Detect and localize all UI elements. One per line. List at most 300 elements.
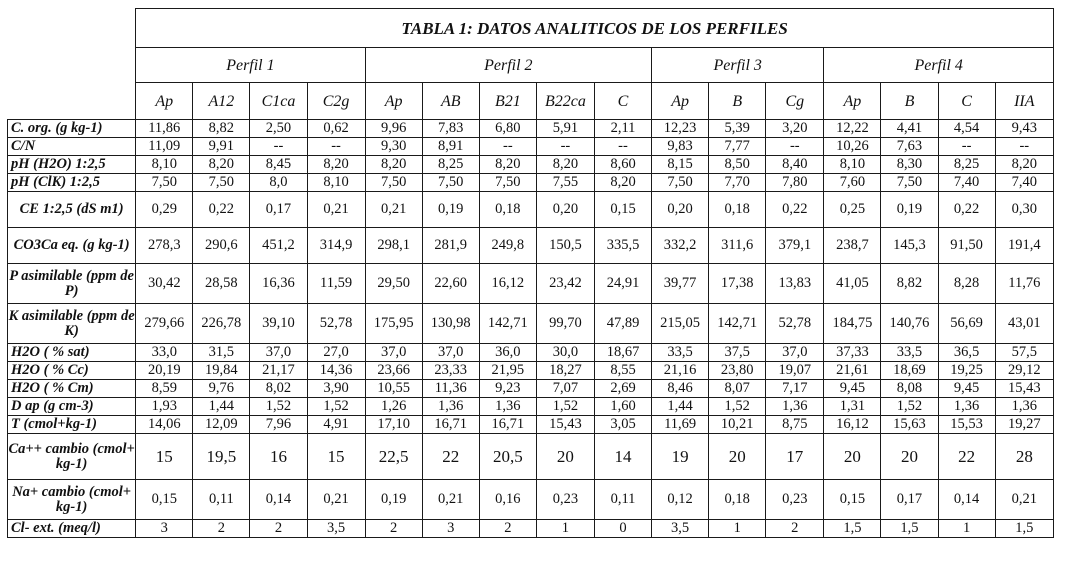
horizon-header: IIA <box>995 83 1053 120</box>
table-cell: 8,10 <box>136 156 193 174</box>
table-cell: 36,5 <box>938 344 995 362</box>
table-cell: 8,20 <box>307 156 365 174</box>
table-cell: 7,77 <box>709 138 766 156</box>
table-cell: 18,27 <box>536 362 594 380</box>
table-cell: 8,20 <box>479 156 536 174</box>
horizon-header: C2g <box>307 83 365 120</box>
table-cell: 16,36 <box>250 264 307 304</box>
table-cell: 7,96 <box>250 416 307 434</box>
table-cell: 37,33 <box>824 344 881 362</box>
table-cell: 0,22 <box>193 192 250 228</box>
table-cell: 130,98 <box>422 304 479 344</box>
table-cell: 142,71 <box>479 304 536 344</box>
table-cell: 0 <box>594 520 651 538</box>
table-cell: 37,0 <box>422 344 479 362</box>
table-cell: 4,91 <box>307 416 365 434</box>
table-cell: 14,06 <box>136 416 193 434</box>
table-cell: 8,07 <box>709 380 766 398</box>
table-cell: 39,10 <box>250 304 307 344</box>
table-cell: 43,01 <box>995 304 1053 344</box>
table-cell: 9,83 <box>652 138 709 156</box>
table-cell: 1 <box>709 520 766 538</box>
horizon-header: B <box>881 83 938 120</box>
table-row <box>8 120 1054 138</box>
table-cell: 0,15 <box>824 480 881 520</box>
table-cell: 8,28 <box>938 264 995 304</box>
horizon-header: B22ca <box>536 83 594 120</box>
table-cell: 0,18 <box>709 480 766 520</box>
table-cell: 332,2 <box>652 228 709 264</box>
table-cell: 145,3 <box>881 228 938 264</box>
table-cell: 1 <box>536 520 594 538</box>
table-cell: 17,38 <box>709 264 766 304</box>
table-cell: 0,62 <box>307 120 365 138</box>
horizon-header: AB <box>422 83 479 120</box>
horizon-header: C <box>594 83 651 120</box>
table-cell: 335,5 <box>594 228 651 264</box>
table-cell: 8,50 <box>709 156 766 174</box>
table-cell: 191,4 <box>995 228 1053 264</box>
table-cell: 15,43 <box>995 380 1053 398</box>
table-cell: 0,23 <box>766 480 824 520</box>
table-cell: 142,71 <box>709 304 766 344</box>
table-cell: 21,61 <box>824 362 881 380</box>
table-cell: 2,50 <box>250 120 307 138</box>
table-cell: 8,20 <box>594 174 651 192</box>
table-cell: 1,52 <box>250 398 307 416</box>
table-cell: 23,42 <box>536 264 594 304</box>
table-cell: 22 <box>422 434 479 480</box>
row-label: H2O ( % sat) <box>8 344 136 362</box>
table-row <box>8 138 1054 156</box>
table-row <box>8 264 1054 304</box>
table-cell: 0,17 <box>250 192 307 228</box>
table-cell: 8,25 <box>938 156 995 174</box>
table-cell: 1,52 <box>536 398 594 416</box>
table-cell: 37,5 <box>709 344 766 362</box>
table-cell: 7,40 <box>995 174 1053 192</box>
table-cell: 13,83 <box>766 264 824 304</box>
table-cell: 0,21 <box>365 192 422 228</box>
table-cell: 2,69 <box>594 380 651 398</box>
table-cell: 15,53 <box>938 416 995 434</box>
table-cell: 20 <box>824 434 881 480</box>
table-cell: 8,20 <box>995 156 1053 174</box>
table-cell: 8,40 <box>766 156 824 174</box>
table-cell: 7,80 <box>766 174 824 192</box>
row-label: C. org. (g kg-1) <box>8 120 136 138</box>
table-cell: 52,78 <box>766 304 824 344</box>
table-cell: 20 <box>709 434 766 480</box>
table-cell: 7,50 <box>652 174 709 192</box>
table-cell: 0,18 <box>479 192 536 228</box>
table-cell: 1,5 <box>995 520 1053 538</box>
table-cell: 3,20 <box>766 120 824 138</box>
table-cell: 19,84 <box>193 362 250 380</box>
row-label: P asimilable (ppm de P) <box>8 264 136 304</box>
table-cell: 238,7 <box>824 228 881 264</box>
profile-header: Perfil 4 <box>824 48 1054 83</box>
table-cell: 31,5 <box>193 344 250 362</box>
table-row <box>8 398 1054 416</box>
table-wrapper <box>7 8 1054 538</box>
table-cell: 1,5 <box>824 520 881 538</box>
row-label: H2O ( % Cc) <box>8 362 136 380</box>
table-cell: 3,5 <box>652 520 709 538</box>
row-label: pH (H2O) 1:2,5 <box>8 156 136 174</box>
table-cell: 1,36 <box>422 398 479 416</box>
table-cell: 451,2 <box>250 228 307 264</box>
table-cell: 2 <box>479 520 536 538</box>
table-cell: 1,44 <box>652 398 709 416</box>
table-cell: 0,15 <box>136 480 193 520</box>
table-cell: -- <box>594 138 651 156</box>
table-cell: 0,20 <box>652 192 709 228</box>
row-label: D ap (g cm-3) <box>8 398 136 416</box>
table-cell: 2 <box>766 520 824 538</box>
table-cell: 9,91 <box>193 138 250 156</box>
table-cell: -- <box>938 138 995 156</box>
table-cell: 14,36 <box>307 362 365 380</box>
table-cell: 19,27 <box>995 416 1053 434</box>
table-cell: 27,0 <box>307 344 365 362</box>
table-cell: 1,36 <box>995 398 1053 416</box>
table-cell: 15 <box>307 434 365 480</box>
table-cell: 33,5 <box>652 344 709 362</box>
table-cell: 0,21 <box>995 480 1053 520</box>
table-cell: 140,76 <box>881 304 938 344</box>
table-cell: 33,0 <box>136 344 193 362</box>
table-cell: 3 <box>136 520 193 538</box>
table-cell: 11,69 <box>652 416 709 434</box>
table-cell: 9,76 <box>193 380 250 398</box>
table-cell: 175,95 <box>365 304 422 344</box>
table-cell: 0,14 <box>938 480 995 520</box>
table-cell: 10,55 <box>365 380 422 398</box>
table-cell: 7,50 <box>422 174 479 192</box>
table-cell: 278,3 <box>136 228 193 264</box>
table-cell: 279,66 <box>136 304 193 344</box>
corner-blank <box>8 83 136 120</box>
table-cell: 7,50 <box>193 174 250 192</box>
horizon-header: Ap <box>136 83 193 120</box>
table-cell: 281,9 <box>422 228 479 264</box>
horizon-header: Cg <box>766 83 824 120</box>
table-cell: 29,12 <box>995 362 1053 380</box>
row-label: CO3Ca eq. (g kg-1) <box>8 228 136 264</box>
table-cell: 184,75 <box>824 304 881 344</box>
table-cell: 16,12 <box>824 416 881 434</box>
table-cell: 314,9 <box>307 228 365 264</box>
table-cell: 7,83 <box>422 120 479 138</box>
table-cell: 1,52 <box>881 398 938 416</box>
table-row <box>8 520 1054 538</box>
table-cell: 7,50 <box>136 174 193 192</box>
table-cell: 30,42 <box>136 264 193 304</box>
table-cell: 0,22 <box>938 192 995 228</box>
table-cell: 20,19 <box>136 362 193 380</box>
table-cell: 1,5 <box>881 520 938 538</box>
table-title: TABLA 1: DATOS ANALITICOS DE LOS PERFILES <box>136 9 1054 48</box>
table-cell: 3,5 <box>307 520 365 538</box>
table-cell: 12,23 <box>652 120 709 138</box>
table-cell: 7,70 <box>709 174 766 192</box>
table-cell: 4,41 <box>881 120 938 138</box>
table-cell: 8,30 <box>881 156 938 174</box>
table-cell: 0,18 <box>709 192 766 228</box>
table-cell: -- <box>536 138 594 156</box>
table-row <box>8 304 1054 344</box>
corner-blank <box>8 9 136 48</box>
table-row <box>8 228 1054 264</box>
table-cell: 0,16 <box>479 480 536 520</box>
table-cell: 12,22 <box>824 120 881 138</box>
table-cell: -- <box>766 138 824 156</box>
table-cell: 7,07 <box>536 380 594 398</box>
row-label: C/N <box>8 138 136 156</box>
table-cell: -- <box>479 138 536 156</box>
table-cell: 2 <box>193 520 250 538</box>
table-cell: 21,17 <box>250 362 307 380</box>
table-cell: 19,25 <box>938 362 995 380</box>
table-cell: 8,82 <box>193 120 250 138</box>
table-cell: 18,69 <box>881 362 938 380</box>
table-cell: 15,63 <box>881 416 938 434</box>
horizon-header: B <box>709 83 766 120</box>
table-cell: 0,21 <box>422 480 479 520</box>
row-label: Cl- ext. (meq/l) <box>8 520 136 538</box>
row-label: Na+ cambio (cmol+ kg-1) <box>8 480 136 520</box>
table-cell: 215,05 <box>652 304 709 344</box>
table-cell: 3,05 <box>594 416 651 434</box>
table-cell: 8,10 <box>824 156 881 174</box>
table-cell: 33,5 <box>881 344 938 362</box>
row-label: Ca++ cambio (cmol+ kg-1) <box>8 434 136 480</box>
table-cell: 16 <box>250 434 307 480</box>
table-cell: 1,36 <box>479 398 536 416</box>
table-cell: 19,5 <box>193 434 250 480</box>
table-cell: -- <box>307 138 365 156</box>
table-cell: 36,0 <box>479 344 536 362</box>
table-cell: 7,40 <box>938 174 995 192</box>
table-cell: 15,43 <box>536 416 594 434</box>
table-cell: 91,50 <box>938 228 995 264</box>
table-cell: 298,1 <box>365 228 422 264</box>
table-cell: 8,59 <box>136 380 193 398</box>
table-cell: 10,21 <box>709 416 766 434</box>
table-cell: 30,0 <box>536 344 594 362</box>
table-cell: 20 <box>536 434 594 480</box>
table-cell: 20 <box>881 434 938 480</box>
table-cell: 8,02 <box>250 380 307 398</box>
table-cell: 8,91 <box>422 138 479 156</box>
profile-header: Perfil 2 <box>365 48 651 83</box>
table-cell: 9,23 <box>479 380 536 398</box>
table-cell: 4,54 <box>938 120 995 138</box>
table-cell: 8,45 <box>250 156 307 174</box>
table-cell: 8,55 <box>594 362 651 380</box>
table-cell: 0,12 <box>652 480 709 520</box>
table-cell: 3 <box>422 520 479 538</box>
table-cell: 11,09 <box>136 138 193 156</box>
table-cell: 0,19 <box>881 192 938 228</box>
table-cell: 22,5 <box>365 434 422 480</box>
table-cell: 0,11 <box>594 480 651 520</box>
table-cell: 8,82 <box>881 264 938 304</box>
table-cell: 57,5 <box>995 344 1053 362</box>
table-cell: 16,71 <box>479 416 536 434</box>
soil-data-table <box>7 8 1054 538</box>
table-cell: 7,17 <box>766 380 824 398</box>
table-cell: 1,52 <box>307 398 365 416</box>
table-cell: 1,44 <box>193 398 250 416</box>
table-cell: 29,50 <box>365 264 422 304</box>
table-cell: 16,12 <box>479 264 536 304</box>
table-cell: 0,30 <box>995 192 1053 228</box>
table-cell: 2,11 <box>594 120 651 138</box>
horizon-header: Ap <box>652 83 709 120</box>
table-cell: 2 <box>250 520 307 538</box>
table-cell: 8,0 <box>250 174 307 192</box>
table-cell: 18,67 <box>594 344 651 362</box>
table-cell: 0,21 <box>307 192 365 228</box>
table-row <box>8 156 1054 174</box>
horizon-header: Ap <box>824 83 881 120</box>
table-cell: 56,69 <box>938 304 995 344</box>
table-cell: 7,50 <box>881 174 938 192</box>
table-cell: 37,0 <box>766 344 824 362</box>
table-cell: 0,20 <box>536 192 594 228</box>
table-cell: 23,33 <box>422 362 479 380</box>
table-cell: 22,60 <box>422 264 479 304</box>
table-cell: 8,10 <box>307 174 365 192</box>
horizon-header: C1ca <box>250 83 307 120</box>
horizon-header: A12 <box>193 83 250 120</box>
table-cell: 23,66 <box>365 362 422 380</box>
table-cell: 47,89 <box>594 304 651 344</box>
table-cell: 23,80 <box>709 362 766 380</box>
table-cell: 9,43 <box>995 120 1053 138</box>
table-cell: 9,45 <box>824 380 881 398</box>
table-row <box>8 480 1054 520</box>
table-row <box>8 174 1054 192</box>
table-cell: 9,30 <box>365 138 422 156</box>
table-cell: 11,59 <box>307 264 365 304</box>
profile-header: Perfil 3 <box>652 48 824 83</box>
table-row <box>8 344 1054 362</box>
table-cell: 8,60 <box>594 156 651 174</box>
table-cell: 311,6 <box>709 228 766 264</box>
table-cell: 11,36 <box>422 380 479 398</box>
table-cell: 1,93 <box>136 398 193 416</box>
table-cell: 0,19 <box>422 192 479 228</box>
table-row <box>8 362 1054 380</box>
table-row <box>8 434 1054 480</box>
table-cell: 379,1 <box>766 228 824 264</box>
table-cell: 1,52 <box>709 398 766 416</box>
table-cell: 2 <box>365 520 422 538</box>
table-cell: 7,55 <box>536 174 594 192</box>
table-cell: 150,5 <box>536 228 594 264</box>
horizon-header: B21 <box>479 83 536 120</box>
table-cell: 0,25 <box>824 192 881 228</box>
table-cell: 21,95 <box>479 362 536 380</box>
table-cell: 99,70 <box>536 304 594 344</box>
table-cell: 24,91 <box>594 264 651 304</box>
table-cell: 10,26 <box>824 138 881 156</box>
table-cell: 12,09 <box>193 416 250 434</box>
table-cell: 8,25 <box>422 156 479 174</box>
table-cell: 1,36 <box>766 398 824 416</box>
row-label: pH (ClK) 1:2,5 <box>8 174 136 192</box>
table-cell: 28,58 <box>193 264 250 304</box>
table-row <box>8 192 1054 228</box>
table-cell: 1 <box>938 520 995 538</box>
table-cell: 8,20 <box>536 156 594 174</box>
table-cell: 0,17 <box>881 480 938 520</box>
table-cell: 5,91 <box>536 120 594 138</box>
table-cell: 1,60 <box>594 398 651 416</box>
table-cell: 0,22 <box>766 192 824 228</box>
table-cell: 9,96 <box>365 120 422 138</box>
table-cell: 19,07 <box>766 362 824 380</box>
table-cell: 11,76 <box>995 264 1053 304</box>
table-cell: 8,46 <box>652 380 709 398</box>
table-cell: 0,19 <box>365 480 422 520</box>
table-cell: 16,71 <box>422 416 479 434</box>
table-cell: 5,39 <box>709 120 766 138</box>
table-cell: 15 <box>136 434 193 480</box>
table-cell: 0,29 <box>136 192 193 228</box>
table-cell: 17 <box>766 434 824 480</box>
table-cell: -- <box>250 138 307 156</box>
table-cell: 0,11 <box>193 480 250 520</box>
table-cell: 0,23 <box>536 480 594 520</box>
table-cell: 7,60 <box>824 174 881 192</box>
table-cell: 0,14 <box>250 480 307 520</box>
table-cell: 1,26 <box>365 398 422 416</box>
table-cell: 52,78 <box>307 304 365 344</box>
table-cell: 0,15 <box>594 192 651 228</box>
table-cell: 7,63 <box>881 138 938 156</box>
table-cell: 8,75 <box>766 416 824 434</box>
table-cell: 0,21 <box>307 480 365 520</box>
row-label: H2O ( % Cm) <box>8 380 136 398</box>
table-cell: 28 <box>995 434 1053 480</box>
table-cell: 20,5 <box>479 434 536 480</box>
row-label: K asimilable (ppm de K) <box>8 304 136 344</box>
corner-blank <box>8 48 136 83</box>
row-label: CE 1:2,5 (dS m1) <box>8 192 136 228</box>
table-cell: 1,36 <box>938 398 995 416</box>
table-cell: 9,45 <box>938 380 995 398</box>
table-cell: 11,86 <box>136 120 193 138</box>
profile-header: Perfil 1 <box>136 48 365 83</box>
table-cell: 8,20 <box>193 156 250 174</box>
table-cell: 226,78 <box>193 304 250 344</box>
table-cell: 37,0 <box>250 344 307 362</box>
horizon-header: C <box>938 83 995 120</box>
table-cell: 22 <box>938 434 995 480</box>
table-cell: 8,15 <box>652 156 709 174</box>
table-cell: -- <box>995 138 1053 156</box>
table-cell: 8,20 <box>365 156 422 174</box>
table-cell: 7,50 <box>365 174 422 192</box>
horizon-header: Ap <box>365 83 422 120</box>
table-cell: 19 <box>652 434 709 480</box>
table-cell: 3,90 <box>307 380 365 398</box>
table-cell: 290,6 <box>193 228 250 264</box>
